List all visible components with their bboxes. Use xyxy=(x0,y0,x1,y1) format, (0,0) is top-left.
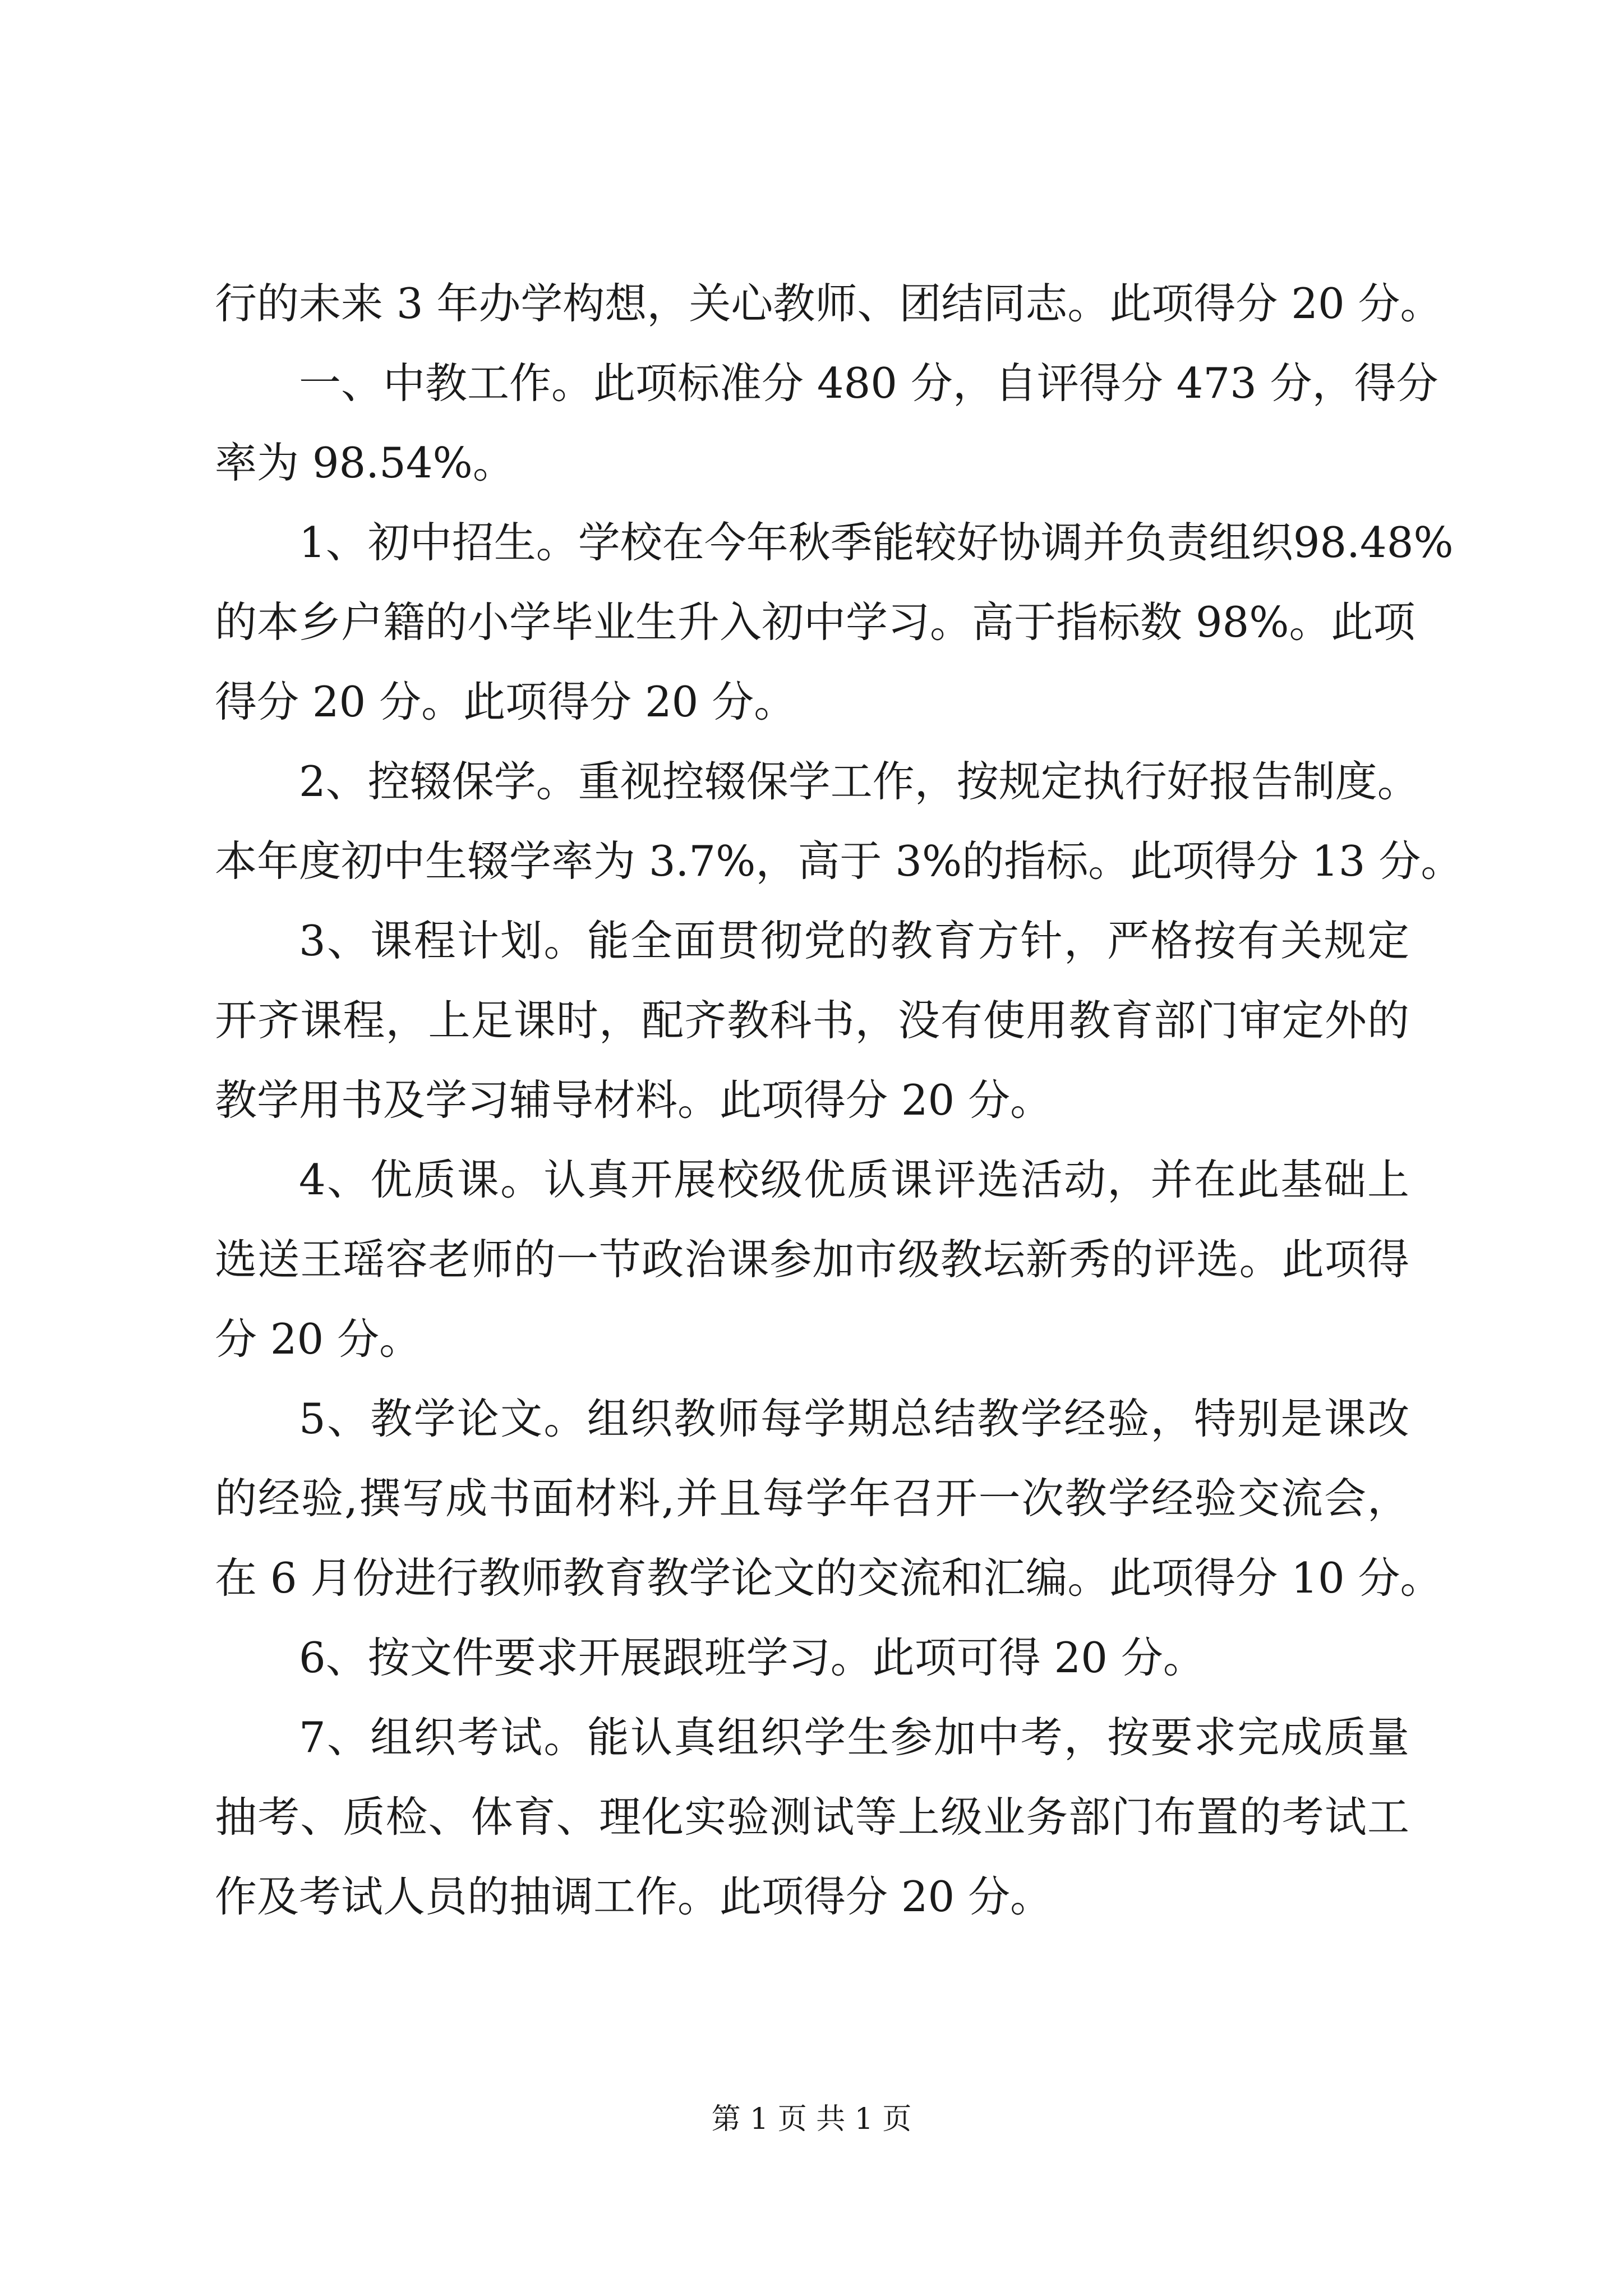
text-line: 行的未来 3 年办学构想，关心教师、团结同志。此项得分 20 分。 xyxy=(215,279,1442,328)
text-line: 率为 98.54%。 xyxy=(215,438,515,487)
text-line: 7、组织考试。能认真组织学生参加中考，按要求完成质量 xyxy=(299,1713,1409,1762)
text-line: 教学用书及学习辅导材料。此项得分 20 分。 xyxy=(215,1075,1053,1125)
paragraph-item-2 xyxy=(215,742,1463,901)
paragraph-item-7 xyxy=(215,1697,1409,1936)
text-line: 本年度初中生辍学率为 3.7%，高于 3%的指标。此项得分 13 分。 xyxy=(215,836,1463,886)
text-line: 6、按文件要求开展跟班学习。此项可得 20 分。 xyxy=(299,1633,1205,1682)
text-line: 1、初中招生。学校在今年秋季能较好协调并负责组织98.48% xyxy=(299,518,1454,567)
page-number-label: 第 1 页 共 1 页 xyxy=(711,2102,912,2136)
text-line: 分 20 分。 xyxy=(215,1314,422,1364)
paragraph-item-4 xyxy=(215,1140,1409,1379)
text-line: 的经验,撰写成书面材料,并且每学年召开一次教学经验交流会， xyxy=(215,1474,1409,1523)
text-line: 得分 20 分。此项得分 20 分。 xyxy=(215,677,796,726)
text-line: 5、教学论文。组织教师每学期总结教学经验，特别是课改 xyxy=(299,1394,1409,1443)
paragraph-item-3 xyxy=(215,901,1409,1140)
text-line: 一、中教工作。此项标准分 480 分，自评得分 473 分，得分 xyxy=(299,358,1438,408)
paragraph-continuation xyxy=(215,264,1442,343)
paragraph-section-1 xyxy=(215,343,1438,503)
text-line: 作及考试人员的抽调工作。此项得分 20 分。 xyxy=(215,1872,1053,1921)
text-line: 3、课程计划。能全面贯彻党的教育方针，严格按有关规定 xyxy=(299,916,1409,965)
text-line: 在 6 月份进行教师教育教学论文的交流和汇编。此项得分 10 分。 xyxy=(215,1553,1442,1603)
page-footer xyxy=(0,2102,1623,2136)
text-line: 选送王瑶容老师的一节政治课参加市级教坛新秀的评选。此项得 xyxy=(215,1235,1409,1284)
paragraph-item-5 xyxy=(215,1379,1442,1618)
paragraph-item-6 xyxy=(215,1618,1409,1697)
text-line: 开齐课程，上足课时，配齐教科书，没有使用教育部门审定外的 xyxy=(215,996,1409,1045)
text-line: 4、优质课。认真开展校级优质课评选活动，并在此基础上 xyxy=(299,1155,1409,1204)
text-line: 抽考、质检、体育、理化实验测试等上级业务部门布置的考试工 xyxy=(215,1792,1409,1842)
paragraph-item-1 xyxy=(215,503,1454,742)
document-body xyxy=(215,264,1463,1936)
text-line: 2、控辍保学。重视控辍保学工作，按规定执行好报告制度。 xyxy=(299,757,1419,806)
text-line: 的本乡户籍的小学毕业生升入初中学习。高于指标数 98%。此项 xyxy=(215,597,1415,647)
